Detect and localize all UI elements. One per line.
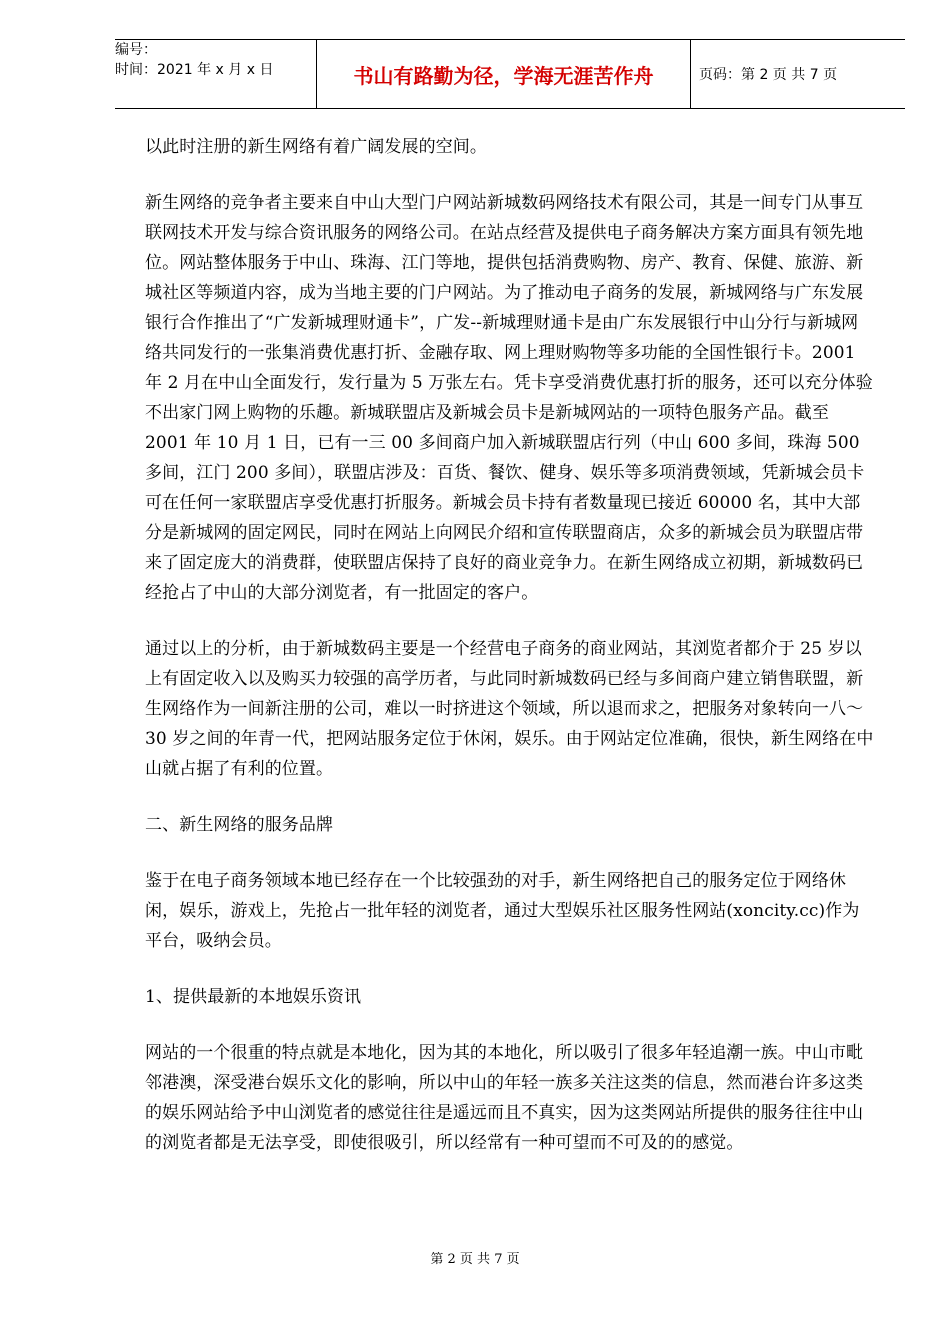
paragraph-competitor: 新生网络的竞争者主要来自中山大型门户网站新城数码网络技术有限公司，其是一间专门从事互联网技术开发与综合资讯服务的网络公司。在站点经营及提供电子商务解决方案方面具有领先地位。网站整体服务于中山、珠海、江门等地，提供包括消费购物、房产、教育、保健、旅游、新城社区等频道内容，成为当地主要的门户网站。为了推动电子商务的发展，新城网络与广东发展银行合作推出了“广发新城理财通卡”，广发--新城理财通卡是由广东发展银行中山分行与新城网络共同发行的一张集消费优惠打折、金融存取、网上理财购物等多功能的全国性银行卡。2001 年 2 月在中山全面发行，发行量为 5 万张左右。凭卡享受消费优惠打折的服务，还可以充分体验不出家门网上购物的乐趣。新城联盟店及新城会员卡是新城网站的一项特色服务产品。截至 2001 年 10 月 1 日，已有一三 00 多间商户加入新城联盟店行列（中山 600 多间，珠海 500 多间，江门 200 多间），联盟店涉及：百货、餐饮、健身、娱乐等多项消费领域，凭新城会员卡可在任何一家联盟店享受优惠打折服务。新城会员卡持有者数量现已接近 60000 名，其中大部分是新城网的固定网民，同时在网站上向网民介绍和宣传联盟商店，众多的新城会员为联盟店带来了固定庞大的消费群，使联盟店保持了良好的商业竞争力。在新生网络成立初期，新城数码已经抢占了中山的大部分浏览者，有一批固定的客户。 [145, 193, 873, 603]
section-heading-service-brand: 二、新生网络的服务品牌 [145, 815, 334, 835]
document-number-label: 编号： [115, 42, 157, 58]
document-date-label: 时间：2021 年 x 月 x 日 [115, 62, 274, 78]
paragraph-analysis: 通过以上的分析，由于新城数码主要是一个经营电子商务的商业网站，其浏览者都介于 25 岁以上有固定收入以及购买力较强的高学历者，与此同时新城数码已经与多间商户建立销售联盟，新生网络作为一间新注册的公司，难以一时挤进这个领域，所以退而求之，把服务对象转向一八～30 岁之间的年青一代，把网站服务定位于休闲，娱乐。由于网站定位准确，很快，新生网络在中山就占据了有利的位置。 [145, 639, 874, 779]
header-motto: 书山有路勤为径，学海无涯苦作舟 [316, 40, 691, 108]
page-header [115, 39, 905, 109]
paragraph-positioning: 鉴于在电子商务领域本地已经存在一个比较强劲的对手，新生网络把自己的服务定位于网络休闲，娱乐，游戏上，先抢占一批年轻的浏览者，通过大型娱乐社区服务性网站(xoncity.cc)作为平台，吸纳会员。 [145, 871, 860, 951]
document-body [145, 132, 875, 1184]
paragraph-intro: 以此时注册的新生网络有着广阔发展的空间。 [145, 137, 487, 157]
paragraph-localization: 网站的一个很重的特点就是本地化，因为其的本地化，所以吸引了很多年轻追潮一族。中山市毗邻港澳，深受港台娱乐文化的影响，所以中山的年轻一族多关注这类的信息，然而港台许多这类的娱乐网站给予中山浏览者的感觉往往是遥远而且不真实，因为这类网站所提供的服务往往中山的浏览者都是无法享受，即使很吸引，所以经常有一种可望而不可及的的感觉。 [145, 1043, 864, 1153]
header-page-number: 页码：第 2 页 共 7 页 [699, 67, 838, 83]
page-footer: 第 2 页 共 7 页 [430, 1252, 520, 1267]
header-meta [115, 40, 315, 108]
subheading-local-news: 1、提供最新的本地娱乐资讯 [145, 987, 362, 1007]
